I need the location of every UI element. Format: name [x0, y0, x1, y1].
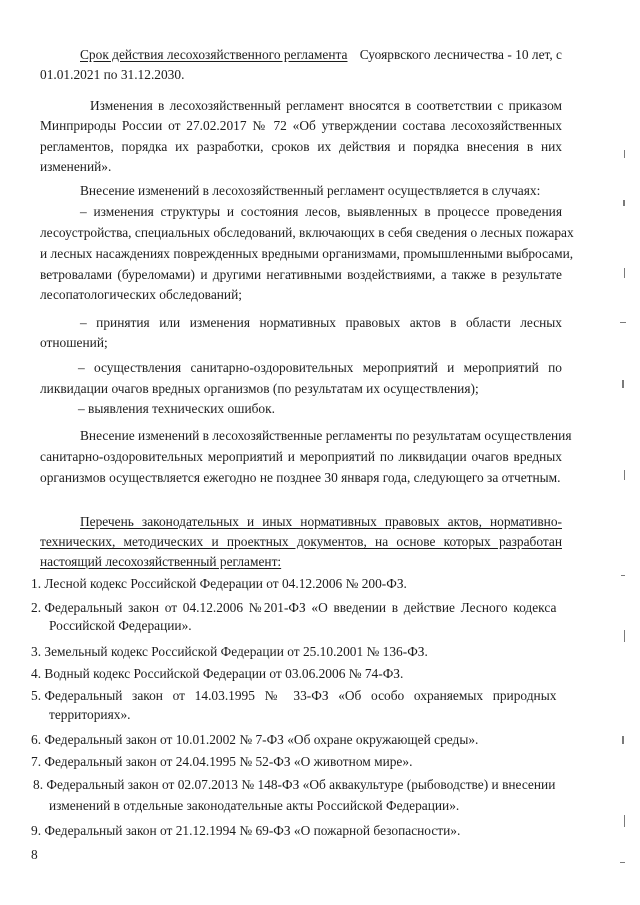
act-text: Федеральный закон от 02.07.2013 № 148-ФЗ «Об аквакультуре (рыбоводстве) и внесении	[46, 777, 556, 792]
changes-line-4: изменений».	[40, 159, 112, 174]
scan-edge-mark	[624, 268, 625, 278]
act-2-cont: Российской Федерации».	[49, 618, 192, 633]
case-1-line-1: – изменения структуры и состояния лесов, выявленных в процессе проведения	[80, 204, 562, 219]
act-6	[31, 731, 478, 748]
case-2-line-1: – принятия или изменения нормативных правовых актов в области лесных	[80, 315, 562, 330]
act-text: Земельный кодекс Российской Федерации от 25.10.2001 № 136-ФЗ.	[44, 644, 428, 659]
annual-line-1: Внесение изменений в лесохозяйственные регламенты по результатам осуществления	[80, 428, 572, 443]
act-text: Федеральный закон от 10.01.2002 № 7-ФЗ «Об охране окружающей среды».	[44, 732, 479, 747]
act-text: Лесной кодекс Российской Федерации от 04.12.2006 № 200-ФЗ.	[44, 576, 407, 591]
act-9	[31, 822, 460, 839]
scan-edge-mark	[624, 470, 625, 480]
act-8-cont: изменений в отдельные законодательные акты Российской Федерации».	[49, 798, 460, 813]
validity-line-1	[80, 46, 562, 63]
list-heading-line-2: технических, методических и проектных документов, на основе которых разработан	[40, 534, 562, 549]
case-1-line-4: ветровалами (буреломами) и другими негативными воздействиями, а также в результате	[40, 267, 562, 282]
list-heading-line-1: Перечень законодательных и иных нормативных правовых актов, нормативно-	[80, 514, 562, 529]
act-text: Федеральный закон от 04.12.2006 №201-ФЗ «О введении в действие Лесного кодекса	[44, 600, 557, 615]
act-number: 6.	[31, 732, 42, 747]
case-4-line: – выявления технических ошибок.	[78, 401, 275, 416]
act-text: Федеральный закон от 24.04.1995 № 52-ФЗ «О животном мире».	[44, 754, 413, 769]
act-number: 9.	[31, 823, 42, 838]
act-number: 8.	[33, 777, 44, 792]
act-text: Водный кодекс Российской Федерации от 03.06.2006 № 74-ФЗ.	[44, 666, 404, 681]
act-number: 2.	[31, 600, 42, 615]
act-5	[31, 687, 562, 704]
act-2	[31, 599, 562, 616]
list-heading-line-3: настоящий лесохозяйственный регламент:	[40, 554, 282, 569]
act-5-cont: территориях».	[49, 707, 131, 722]
scan-edge-mark	[620, 862, 625, 863]
changes-line-1: Изменения в лесохозяйственный регламент вносятся в соответствии с приказом	[90, 98, 562, 113]
validity-rest: Суоярвского лесничества - 10 лет, с	[359, 47, 562, 62]
scan-edge-mark	[624, 815, 625, 827]
scan-edge-mark	[620, 322, 626, 323]
annual-line-2: санитарно-оздоровительных мероприятий и мероприятий по ликвидации очагов вредных	[40, 449, 562, 464]
changes-line-2: Минприроды России от 27.02.2017 № 72 «Об утверждении состава лесохозяйственных	[40, 118, 562, 133]
scan-edge-mark	[622, 380, 624, 388]
act-number: 5.	[31, 688, 42, 703]
validity-underlined: Срок действия лесохозяйственного регламента	[80, 47, 348, 62]
act-number: 1.	[31, 576, 42, 591]
scan-edge-mark	[623, 200, 625, 206]
act-text: Федеральный закон от 21.12.1994 № 69-ФЗ «О пожарной безопасности».	[44, 823, 461, 838]
case-3-line-2: ликвидации очагов вредных организмов (по результатам их осуществления);	[40, 381, 479, 396]
validity-line-2: 01.01.2021 по 31.12.2030.	[40, 67, 185, 82]
case-3-line-1: – осуществления санитарно-оздоровительных мероприятий и мероприятий по	[78, 360, 562, 375]
page-number: 8	[31, 847, 38, 862]
act-1	[31, 575, 407, 592]
scan-edge-mark	[624, 150, 625, 158]
act-4	[31, 665, 403, 682]
case-2-line-2: отношений;	[40, 335, 108, 350]
act-text: Федеральный закон от 14.03.1995 № 33-ФЗ «Об особо охраняемых природных	[44, 688, 557, 703]
scan-edge-mark	[624, 630, 625, 642]
act-number: 7.	[31, 754, 42, 769]
changes-line-3: регламентов, порядка их разработки, сроков их действия и порядка внесения в них	[40, 139, 562, 154]
act-number: 4.	[31, 666, 42, 681]
act-3	[31, 643, 428, 660]
annual-line-3: организмов осуществляется ежегодно не позднее 30 января года, следующего за отчетным.	[40, 470, 561, 485]
act-7	[31, 753, 412, 770]
act-8	[33, 776, 562, 793]
case-1-line-5: лесопатологических обследований;	[40, 287, 242, 302]
case-1-line-3: и лесных насаждениях поврежденных вредными организмами, промышленными выбросами,	[40, 246, 574, 261]
act-number: 3.	[31, 644, 42, 659]
case-1-line-2: лесоустройства, специальных обследований, включающих в себя сведения о лесных пожарах	[40, 225, 574, 240]
scan-edge-mark	[621, 575, 625, 576]
scan-edge-mark	[622, 736, 624, 744]
cases-intro: Внесение изменений в лесохозяйственный регламент осуществляется в случаях:	[80, 183, 541, 198]
